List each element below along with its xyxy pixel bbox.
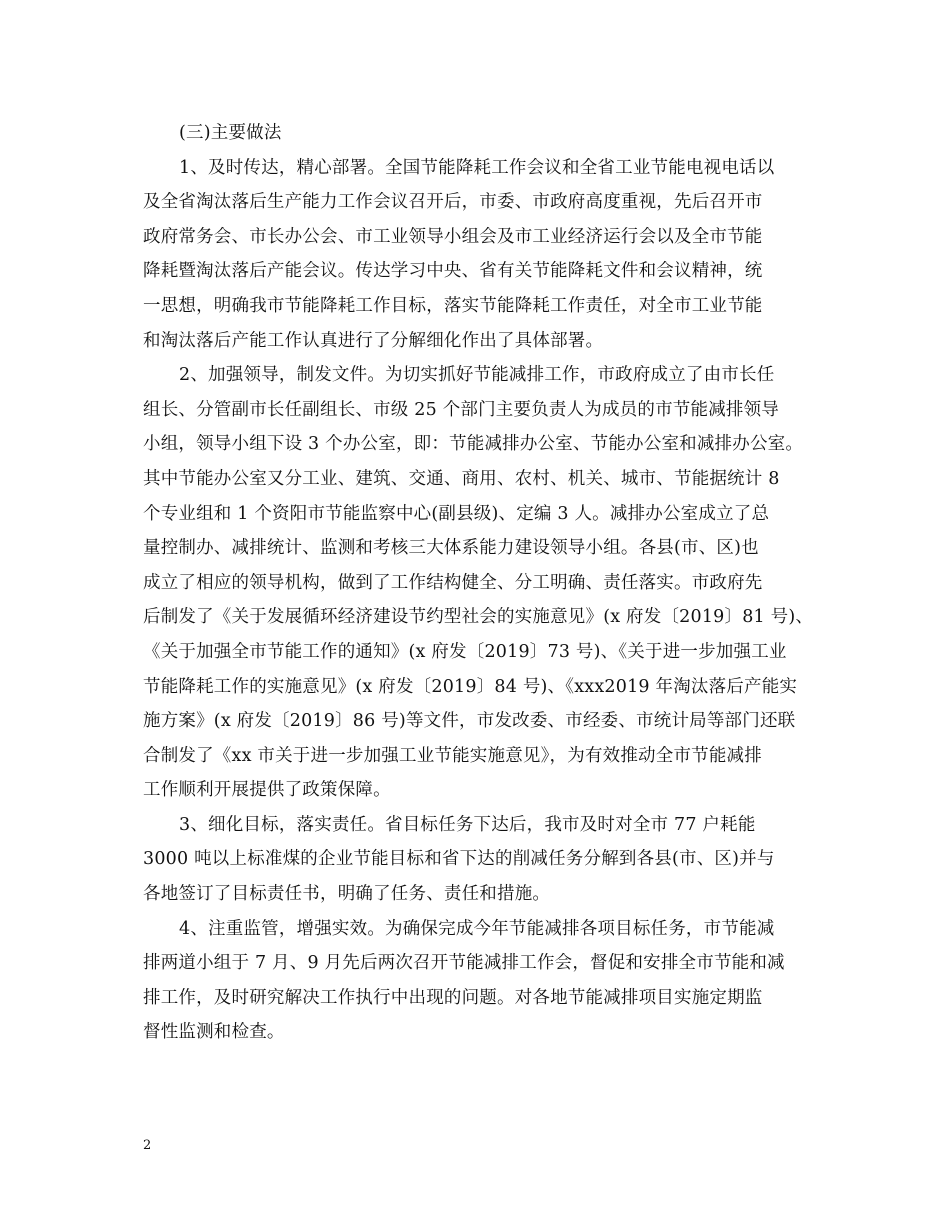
text-line: 督性监测和检查。 [143, 1022, 285, 1043]
text-line: 量控制办、减排统计、监测和考核三大体系能力建设领导小组。各县(市、区)也 [143, 538, 759, 559]
text-line: 成立了相应的领导机构，做到了工作结构健全、分工明确、责任落实。市政府先 [143, 572, 763, 593]
text-line: 3、细化目标，落实责任。省目标任务下达后，我市及时对全市 77 户耗能 [179, 814, 756, 835]
document-body [143, 116, 823, 1050]
text-line: 组长、分管副市长任副组长、市级 25 个部门主要负责人为成员的市节能减排领导 [143, 399, 779, 420]
text-line: 政府常务会、市长办公会、市工业领导小组会及市工业经济运行会以及全市节能 [143, 226, 763, 247]
text-line: 2、加强领导，制发文件。为切实抓好节能减排工作，市政府成立了由市长任 [179, 365, 775, 386]
text-line: 一思想，明确我市节能降耗工作目标，落实节能降耗工作责任，对全市工业节能 [143, 295, 763, 316]
text-line: 排工作，及时研究解决工作执行中出现的问题。对各地节能减排项目实施定期监 [143, 987, 763, 1008]
text-line: 《关于加强全市节能工作的通知》(x 府发〔2019〕73 号)、《关于进一步加强工业 [143, 641, 787, 662]
text-line: 小组，领导小组下设 3 个办公室，即：节能减排办公室、节能办公室和减排办公室。 [143, 434, 804, 455]
text-line: 及全省淘汰落后生产能力工作会议召开后，市委、市政府高度重视，先后召开市 [143, 192, 763, 213]
text-line: (三)主要做法 [179, 123, 282, 143]
text-line: 各地签订了目标责任书，明确了任务、责任和措施。 [143, 884, 551, 905]
text-line: 降耗暨淘汰落后产能会议。传达学习中央、省有关节能降耗文件和会议精神，统 [143, 261, 763, 282]
text-line: 1、及时传达，精心部署。全国节能降耗工作会议和全省工业节能电视电话以 [179, 157, 775, 178]
text-line: 节能降耗工作的实施意见》(x 府发〔2019〕84 号)、《xxx2019 年淘汰落后产能实 [143, 676, 798, 697]
text-line: 施方案》(x 府发〔2019〕86 号)等文件，市发改委、市经委、市统计局等部门还联 [143, 711, 796, 732]
text-line: 排两道小组于 7 月、9 月先后两次召开节能减排工作会，督促和安排全市节能和减 [143, 953, 785, 974]
text-line: 后制发了《关于发展循环经济建设节约型社会的实施意见》(x 府发〔2019〕81 号)、 [143, 607, 814, 628]
page-number: 2 [143, 1138, 152, 1153]
text-line: 4、注重监管，增强实效。为确保完成今年节能减排各项目标任务，市节能减 [179, 918, 775, 939]
text-line: 和淘汰落后产能工作认真进行了分解细化作出了具体部署。 [143, 330, 604, 351]
text-line: 工作顺利开展提供了政策保障。 [143, 780, 391, 801]
text-line: 3000 吨以上标准煤的企业节能目标和省下达的削减任务分解到各县(市、区)并与 [143, 849, 775, 870]
text-line: 个专业组和 1 个资阳市节能监察中心(副县级)、定编 3 人。减排办公室成立了总 [143, 503, 770, 524]
text-line: 合制发了《xx 市关于进一步加强工业节能实施意见》，为有效推动全市节能减排 [143, 745, 762, 766]
text-line: 其中节能办公室又分工业、建筑、交通、商用、农村、机关、城市、节能据统计 8 [143, 468, 780, 489]
